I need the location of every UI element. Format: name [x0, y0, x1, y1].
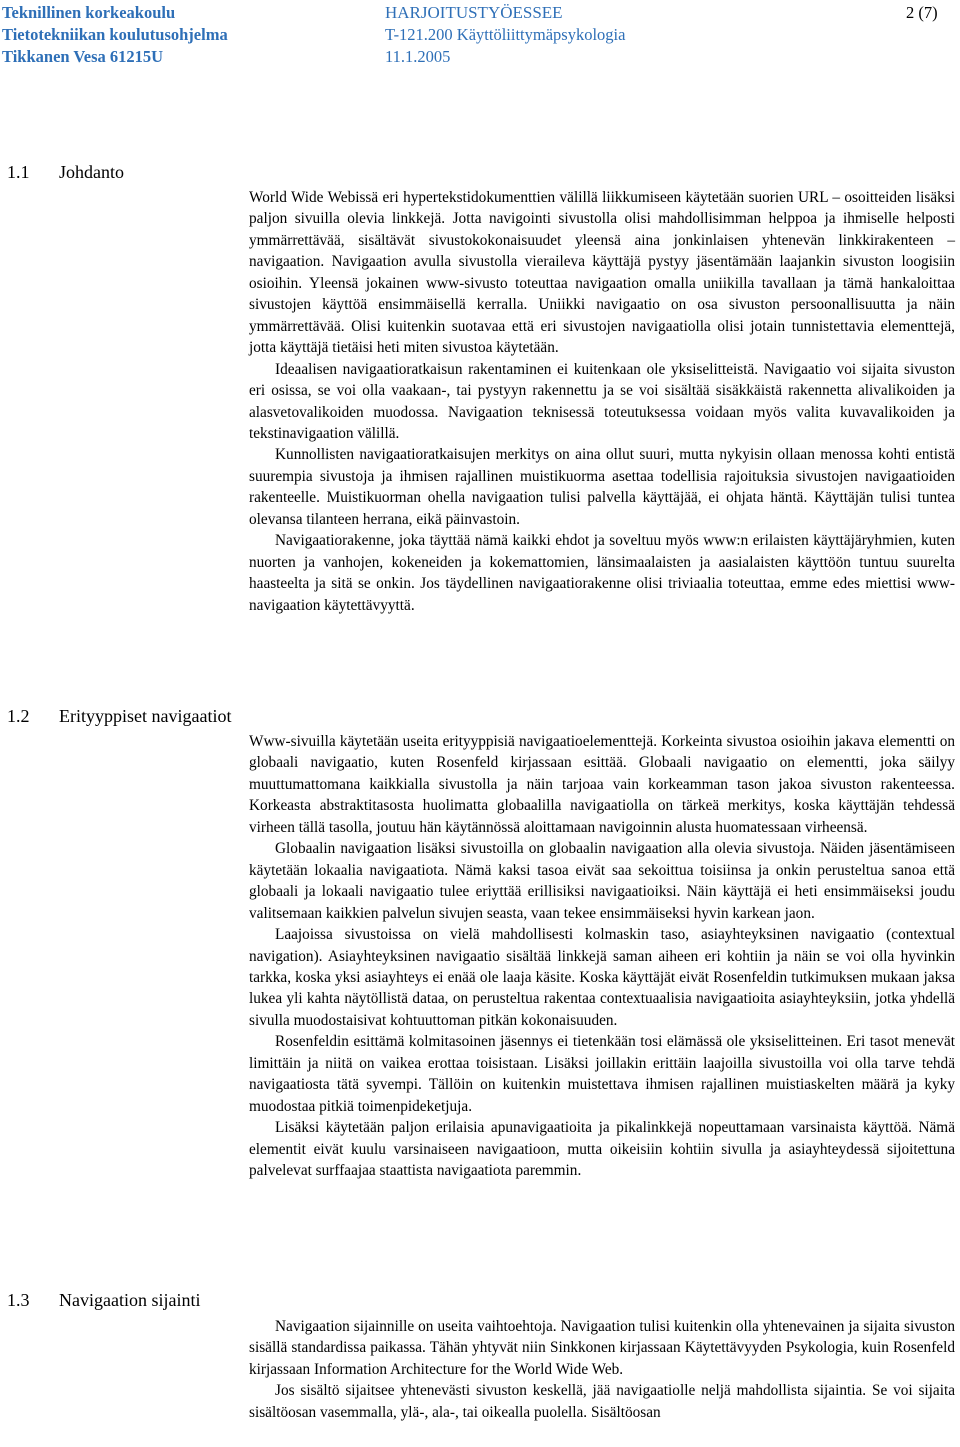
- section-heading-johdanto: [7, 160, 124, 184]
- paragraph: Ideaalisen navigaatioratkaisun rakentaminen ei kuitenkaan ole yksiselitteistä. Navigaatio voi sijaita sivuston eri osissa, se voi olla vaakaan-, tai pystyyn rakennettu ja se voi sisältää sisäkkäistä rakennetta alivalikoiden ja alasvetovalikoiden muodossa. Navigaation teknisessä toteutuksessa voidaan myös valita kuvavalikoiden ja tekstinavigaation välillä.: [249, 360, 955, 442]
- section-body-johdanto: [249, 187, 955, 616]
- section-body-erityyppiset-navigaatiot: [249, 731, 955, 1182]
- paragraph: World Wide Webissä eri hypertekstidokumenttien välillä liikkumiseen käytetään suorien URL – osoitteiden lisäksi paljon sivuilla olevia linkkejä. Jotta navigointi sivustolla olisi mahdollisimman helppoa ja ihmiselle helposti ymmärrettävää, sisältävät sivustokokonaisuudet yleensä aina jonkinlaisen yhtenevän linkkirakenteen – navigaation. Navigaation avulla sivustolla vieraileva käyttäjä pystyy jäsentämään laajankin sivuston loogisiin osioihin. Yleensä jokainen www-sivusto toteuttaa navigaation omalla uniikilla tavallaan ja tämä hankaloittaa sivustojen käyttöä ensimmäisellä kerralla. Uniikki navigaatio on osa sivuston persoonallisuutta ja näin ymmärrettävää. Olisi kuitenkin suotavaa että eri sivustojen navigaatiolla olisi jotain tunnistettavia elementtejä, jotta käyttäjä tietäisi heti miten sivustoa käytetään.: [249, 189, 955, 357]
- header-department: Tietotekniikan koulutusohjelma: [2, 25, 228, 44]
- header-right: [906, 2, 938, 68]
- header-middle: [385, 2, 625, 68]
- paragraph: Laajoissa sivustoissa on vielä mahdollisesti kolmaskin taso, asiayhteyksinen navigaatio (contextual navigation). Asiayhteyksinen navigaatio sisältää linkkejä saman aiheen eri kohtiin ja näin se voi olla hyvinkin tarkka, koska yksi asiayhteys ei enää ole laaja käsite. Koska käyttäjät eivät Rosenfeldin tutkimuksen mukaan jaksa lukea yli kahta näytöllistä dataa, on perusteltua rakentaa contextuaalisia navigaatioita asiayhteyksiin, jotka yhdellä sivulla muodostaisivat kohtuuttoman pitkän kokonaisuuden.: [249, 926, 955, 1029]
- header-doc-type: HARJOITUSTYÖESSEE: [385, 3, 563, 22]
- header-left: [2, 2, 228, 68]
- header-page-number: 2 (7): [906, 3, 938, 22]
- header-author: Tikkanen Vesa 61215U: [2, 47, 164, 66]
- section-number: 1.3: [7, 1290, 30, 1310]
- paragraph: Rosenfeldin esittämä kolmitasoinen jäsennys ei tietenkään tosi elämässä ole yksiselitteinen. Eri tasot menevät limittäin ja niitä on vaikea erottaa toisistaan. Lisäksi joillakin erittäin laajoilla sivustoilla voi olla tarve tehdä navigaatiosta tätä syvempi. Tällöin on kuitenkin muistettava ihmisen rajallinen muistiaskelten määrä ja kyky muodostaa pitkiä toimenpideketjuja.: [249, 1033, 955, 1115]
- paragraph: Lisäksi käytetään paljon erilaisia apunavigaatioita ja pikalinkkejä nopeuttamaan varsinaista käyttöä. Nämä elementit eivät kuulu varsinaiseen navigaatioon, mutta oikeisiin kohtiin sivulla ja asiayhteydessä sijoitettuna palvelevat surffaajaa staattista navigaatiota paremmin.: [249, 1119, 955, 1180]
- section-number: 1.1: [7, 162, 30, 182]
- header-course: T-121.200 Käyttöliittymäpsykologia: [385, 25, 626, 44]
- header-date: 11.1.2005: [385, 47, 451, 66]
- section-body-navigaation-sijainti: [249, 1316, 955, 1423]
- paragraph: Navigaation sijainnille on useita vaihtoehtoja. Navigaation tulisi kuitenkin olla yhtenevainen ja sijaita sivuston sisällä standardissa paikassa. Tähän yhtyvät niin Sinkkonen kirjassaan Käytettävyyden Psykologia, kuin Rosenfeld kirjassaan Information Architecture for the World Wide Web.: [249, 1318, 955, 1378]
- section-title: Johdanto: [59, 162, 124, 182]
- section-title: Navigaation sijainti: [59, 1290, 201, 1310]
- paragraph: Navigaatiorakenne, joka täyttää nämä kaikki ehdot ja soveltuu myös www:n erilaisten käyttäjäryhmien, kuten nuorten ja vanhojen, kokeneiden ja kokemattomien, länsimaalaisten ja aasialaisten käyttöön tuntuu suurelta haasteelta ja sitä se onkin. Jos täydellinen navigaatiorakenne olisi triviaalia toteuttaa, emme edes miettisi www-navigaation käytettävyyttä.: [249, 532, 955, 614]
- paragraph: Kunnollisten navigaatioratkaisujen merkitys on aina ollut suuri, mutta nykyisin ollaan menossa kohti entistä suurempia sivustoja ja ihmisen rajallinen muistikuorma asettaa todellisia rajoituksia sivustojen navigaatioiden rakenteelle. Muistikuorman ohella navigaation tulisi palvella käyttäjää, ei ohjata häntä. Käyttäjän tulisi tuntea olevansa tilanteen herrana, eikä päinvastoin.: [249, 446, 955, 528]
- section-number: 1.2: [7, 706, 30, 726]
- header-institution: Teknillinen korkeakoulu: [2, 3, 176, 22]
- section-title: Erityyppiset navigaatiot: [59, 706, 232, 726]
- paragraph: Jos sisältö sijaitsee yhtenevästi sivuston keskellä, jää navigaatiolle neljä mahdollista sijaintia. Se voi sijaita sisältöosan vasemmalla, ylä-, ala-, tai oikealla puolella. Sisältöosan: [249, 1382, 955, 1421]
- paragraph: Globaalin navigaation lisäksi sivustoilla on globaalin navigaation alla olevia sivustoja. Näiden jäsentämiseen käytetään lokaalia navigaatiota. Nämä kaksi tasoa eivät saa sekoittua toisiinsa ja onkin perusteltua sanoa että globaali ja lokaali navigaatio tulee eriyttää erillisiksi navigaatioiksi. Näin käyttäjä ei heti ensimmäiseksi joudu valitsemaan kaikkien palvelun sivujen seasta, vaan tekee ensimmäiseksi hyvin karkean jaon.: [249, 840, 955, 922]
- section-heading-navigaation-sijainti: [7, 1288, 200, 1312]
- paragraph: Www-sivuilla käytetään useita erityyppisiä navigaatioelementtejä. Korkeinta sivustoa osioihin jakava elementti on globaali navigaatio, kuten Rosenfeld kirjassaan esittää. Globaali navigaatio on elementti, joka säilyy muuttumattomana kaikkialla sivustolla ja näin tarjoaa vain korkeamman tason jakoa sivuston rakenteessa. Korkeasta abstraktitasosta huolimatta globaalilla navigaatiolla on tärkeä merkitys, koska käyttäjän tehdessä virheen tällä tasolla, joutuu hän käytännössä aloittamaan navigoinnin alusta huomatessaan virheensä.: [249, 733, 955, 836]
- section-heading-erityyppiset-navigaatiot: [7, 704, 231, 728]
